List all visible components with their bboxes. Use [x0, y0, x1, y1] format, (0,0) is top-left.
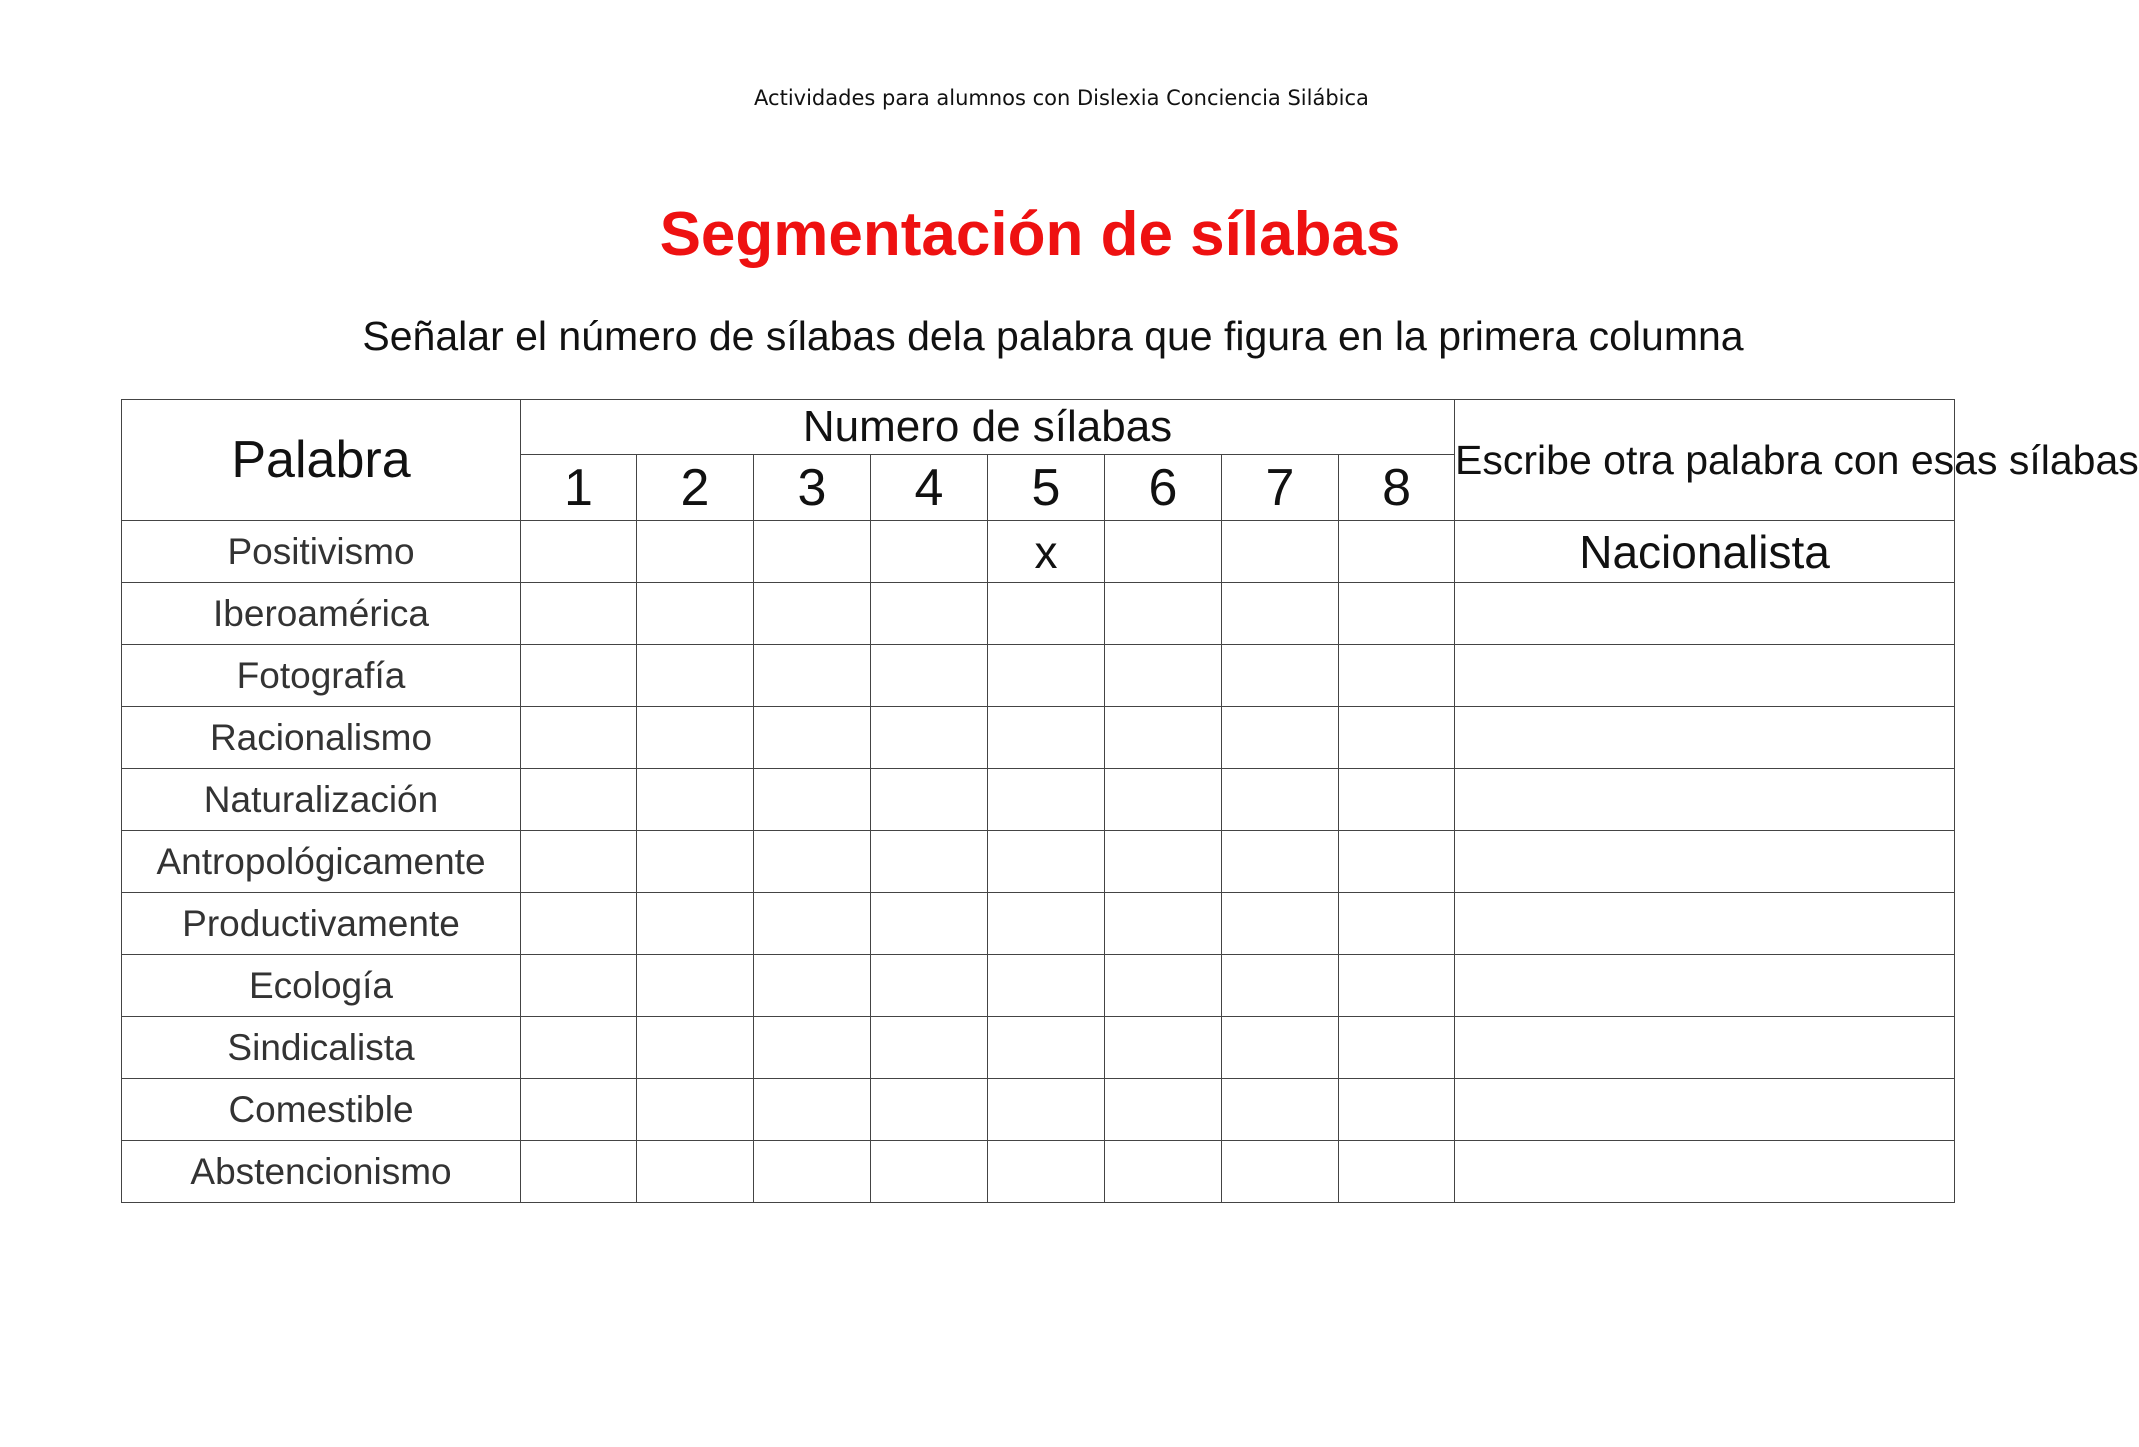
syllable-mark-cell[interactable]: [988, 583, 1105, 645]
table-row: [122, 955, 1955, 1017]
syllable-mark-cell[interactable]: [1105, 1017, 1222, 1079]
syllable-mark-cell[interactable]: [1339, 521, 1455, 583]
syllable-mark-cell[interactable]: [1222, 645, 1339, 707]
syllable-count-header: 5: [988, 455, 1105, 521]
syllable-mark-cell[interactable]: [637, 769, 754, 831]
syllable-mark-cell[interactable]: [1222, 831, 1339, 893]
other-word-cell[interactable]: Nacionalista: [1455, 521, 1955, 583]
syllable-mark-cell[interactable]: [1105, 955, 1222, 1017]
syllable-mark-cell[interactable]: [1222, 1079, 1339, 1141]
syllable-mark-cell[interactable]: [521, 1141, 637, 1203]
table-row: [122, 645, 1955, 707]
syllable-mark-cell[interactable]: [1339, 769, 1455, 831]
syllable-worksheet-table: [121, 399, 2139, 1203]
instruction-text: Señalar el número de sílabas dela palabra que figura en la primera columna: [362, 313, 1744, 359]
worksheet-body: [122, 521, 1955, 1203]
syllable-mark-cell[interactable]: [871, 521, 988, 583]
other-word-cell[interactable]: [1455, 645, 1955, 707]
word-cell: Abstencionismo: [122, 1141, 521, 1203]
syllable-mark-cell[interactable]: [988, 1017, 1105, 1079]
table-row: [122, 893, 1955, 955]
syllable-mark-cell[interactable]: x: [988, 521, 1105, 583]
syllable-mark-cell[interactable]: [521, 583, 637, 645]
syllable-mark-cell[interactable]: [754, 769, 871, 831]
page-title: Segmentación de sílabas: [659, 200, 1401, 269]
syllable-mark-cell[interactable]: [521, 955, 637, 1017]
word-cell: Iberoamérica: [122, 583, 521, 645]
syllable-mark-cell[interactable]: [1339, 955, 1455, 1017]
syllable-mark-cell[interactable]: [637, 645, 754, 707]
syllable-mark-cell[interactable]: [1105, 707, 1222, 769]
syllable-mark-cell[interactable]: [1339, 1079, 1455, 1141]
syllable-mark-cell[interactable]: [1222, 955, 1339, 1017]
syllable-mark-cell[interactable]: [871, 831, 988, 893]
syllable-mark-cell[interactable]: [1222, 893, 1339, 955]
syllable-mark-cell[interactable]: [988, 645, 1105, 707]
syllable-mark-cell[interactable]: [637, 955, 754, 1017]
table-row: [122, 831, 1955, 893]
other-word-cell[interactable]: [1455, 1017, 1955, 1079]
word-cell: Racionalismo: [122, 707, 521, 769]
syllable-mark-cell[interactable]: [521, 893, 637, 955]
word-cell: Ecología: [122, 955, 521, 1017]
syllable-count-header: 3: [754, 455, 871, 521]
syllable-mark-cell[interactable]: [521, 521, 637, 583]
syllable-mark-cell[interactable]: [1222, 521, 1339, 583]
syllable-mark-cell[interactable]: [988, 893, 1105, 955]
other-word-cell[interactable]: [1455, 1141, 1955, 1203]
syllable-mark-cell[interactable]: [637, 893, 754, 955]
syllable-mark-cell[interactable]: [988, 955, 1105, 1017]
syllable-mark-cell[interactable]: [1105, 521, 1222, 583]
syllable-mark-cell[interactable]: [637, 1017, 754, 1079]
word-cell: Positivismo: [122, 521, 521, 583]
syllable-mark-cell[interactable]: [754, 583, 871, 645]
table-row: [122, 1079, 1955, 1141]
syllable-mark-cell[interactable]: [754, 1017, 871, 1079]
other-word-cell[interactable]: [1455, 955, 1955, 1017]
column-header-other-word: Escribe otra palabra con esas sílabas: [1455, 400, 1955, 521]
other-word-cell[interactable]: [1455, 707, 1955, 769]
other-word-cell[interactable]: [1455, 893, 1955, 955]
table-row: [122, 1017, 1955, 1079]
table-row: [122, 769, 1955, 831]
table-row: [122, 1141, 1955, 1203]
syllable-mark-cell[interactable]: [871, 1141, 988, 1203]
syllable-mark-cell[interactable]: [1105, 645, 1222, 707]
syllable-mark-cell[interactable]: [637, 583, 754, 645]
syllable-mark-cell[interactable]: [1105, 769, 1222, 831]
syllable-count-header: 7: [1222, 455, 1339, 521]
word-cell: Productivamente: [122, 893, 521, 955]
syllable-mark-cell[interactable]: [1105, 831, 1222, 893]
table-row: [122, 521, 1955, 583]
syllable-mark-cell[interactable]: [637, 1141, 754, 1203]
table-row: [122, 707, 1955, 769]
word-cell: Fotografía: [122, 645, 521, 707]
syllable-mark-cell[interactable]: [1105, 1141, 1222, 1203]
column-header-word: Palabra: [122, 400, 521, 521]
syllable-mark-cell[interactable]: [871, 645, 988, 707]
syllable-mark-cell[interactable]: [521, 1079, 637, 1141]
syllable-mark-cell[interactable]: [754, 831, 871, 893]
word-cell: Sindicalista: [122, 1017, 521, 1079]
syllable-count-header: 6: [1105, 455, 1222, 521]
syllable-mark-cell[interactable]: [871, 707, 988, 769]
syllable-count-header: 8: [1339, 455, 1455, 521]
syllable-mark-cell[interactable]: [988, 769, 1105, 831]
syllable-mark-cell[interactable]: [754, 955, 871, 1017]
syllable-mark-cell[interactable]: [521, 707, 637, 769]
syllable-mark-cell[interactable]: [1339, 893, 1455, 955]
syllable-mark-cell[interactable]: [1222, 707, 1339, 769]
word-cell: Antropológicamente: [122, 831, 521, 893]
syllable-mark-cell[interactable]: [1339, 645, 1455, 707]
other-word-cell[interactable]: [1455, 769, 1955, 831]
syllable-mark-cell[interactable]: [1222, 1017, 1339, 1079]
syllable-mark-cell[interactable]: [988, 831, 1105, 893]
syllable-mark-cell[interactable]: [871, 583, 988, 645]
syllable-mark-cell[interactable]: [754, 1141, 871, 1203]
syllable-mark-cell[interactable]: [521, 645, 637, 707]
syllable-mark-cell[interactable]: [871, 769, 988, 831]
column-header-syllables: Numero de sílabas: [521, 400, 1455, 455]
syllable-mark-cell[interactable]: [988, 707, 1105, 769]
syllable-mark-cell[interactable]: [1222, 583, 1339, 645]
syllable-mark-cell[interactable]: [1339, 583, 1455, 645]
syllable-mark-cell[interactable]: [871, 1017, 988, 1079]
other-word-cell[interactable]: [1455, 1079, 1955, 1141]
syllable-mark-cell[interactable]: [754, 893, 871, 955]
syllable-mark-cell[interactable]: [754, 521, 871, 583]
syllable-mark-cell[interactable]: [871, 893, 988, 955]
syllable-mark-cell[interactable]: [754, 645, 871, 707]
word-cell: Comestible: [122, 1079, 521, 1141]
syllable-mark-cell[interactable]: [754, 1079, 871, 1141]
syllable-mark-cell[interactable]: [637, 831, 754, 893]
other-word-cell[interactable]: [1455, 831, 1955, 893]
syllable-count-header: 4: [871, 455, 988, 521]
syllable-mark-cell[interactable]: [754, 707, 871, 769]
syllable-mark-cell[interactable]: [1339, 707, 1455, 769]
syllable-count-header: 1: [521, 455, 637, 521]
syllable-mark-cell[interactable]: [1222, 1141, 1339, 1203]
table-row: [122, 583, 1955, 645]
syllable-mark-cell[interactable]: [1105, 1079, 1222, 1141]
syllable-mark-cell[interactable]: [988, 1079, 1105, 1141]
header-row-top: [122, 400, 1955, 455]
syllable-mark-cell[interactable]: [1339, 831, 1455, 893]
syllable-mark-cell[interactable]: [871, 955, 988, 1017]
syllable-mark-cell[interactable]: [1105, 583, 1222, 645]
syllable-mark-cell[interactable]: [1339, 1141, 1455, 1203]
page-header: Actividades para alumnos con Dislexia Conciencia Silábica: [754, 86, 1369, 110]
syllable-mark-cell[interactable]: [1105, 893, 1222, 955]
syllable-mark-cell[interactable]: [871, 1079, 988, 1141]
syllable-mark-cell[interactable]: [521, 769, 637, 831]
word-cell: Naturalización: [122, 769, 521, 831]
syllable-mark-cell[interactable]: [637, 1079, 754, 1141]
other-word-cell[interactable]: [1455, 583, 1955, 645]
syllable-mark-cell[interactable]: [988, 1141, 1105, 1203]
syllable-mark-cell[interactable]: [637, 707, 754, 769]
syllable-mark-cell[interactable]: [521, 1017, 637, 1079]
syllable-mark-cell[interactable]: [1339, 1017, 1455, 1079]
syllable-count-header: 2: [637, 455, 754, 521]
syllable-mark-cell[interactable]: [521, 831, 637, 893]
syllable-mark-cell[interactable]: [637, 521, 754, 583]
syllable-mark-cell[interactable]: [1222, 769, 1339, 831]
